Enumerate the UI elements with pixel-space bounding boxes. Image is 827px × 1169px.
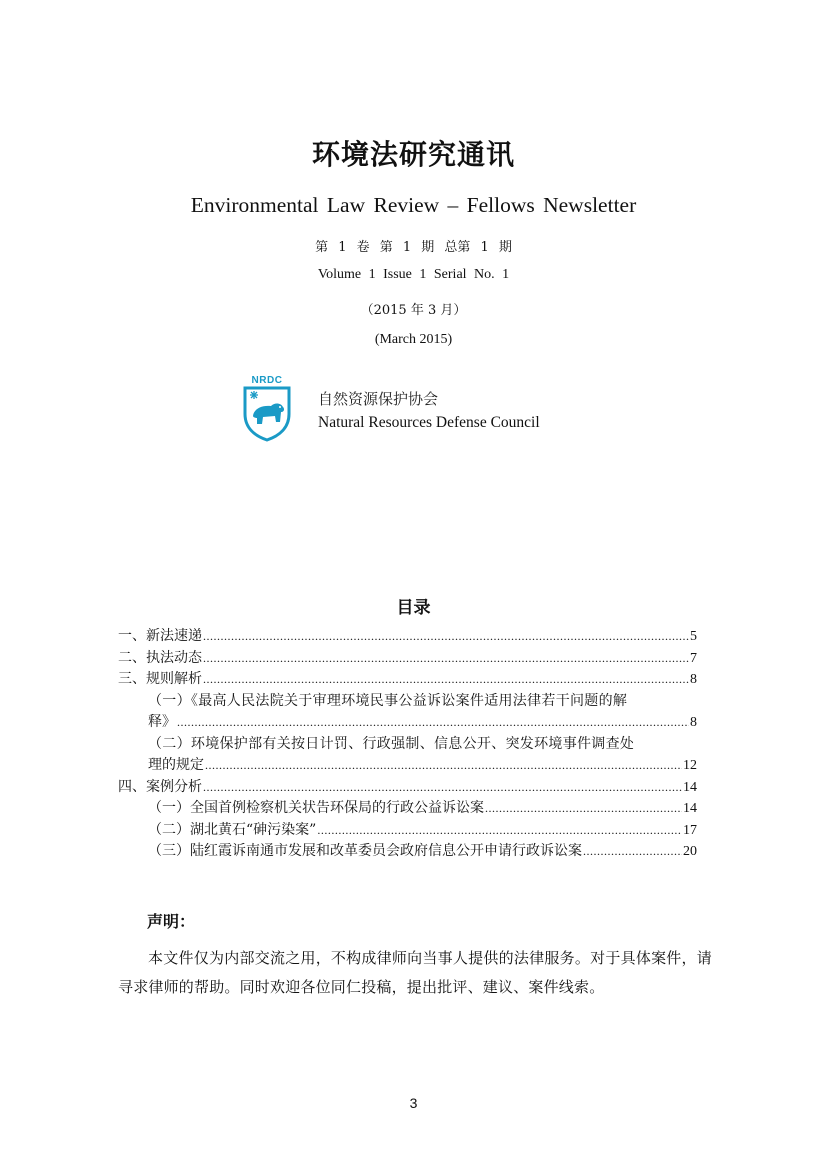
toc-title: 目录 bbox=[396, 598, 431, 618]
toc-item[interactable]: （一）全国首例检察机关状告环保局的行政公益诉讼案 ..... 14 bbox=[118, 798, 697, 820]
toc-item[interactable]: 三、规则解析 ..... 8 bbox=[118, 669, 697, 691]
issue-info-en: Volume 1 Issue 1 Serial No. 1 bbox=[317, 267, 510, 282]
declaration-title: 声明： bbox=[147, 912, 196, 931]
toc-item[interactable]: 四、案例分析 ..... 14 bbox=[118, 777, 697, 799]
newsletter-title-en: Environmental Law Review – Fellows Newsletter bbox=[190, 193, 637, 217]
toc-item[interactable]: （二）湖北黄石“砷污染案” ..... 17 bbox=[118, 820, 697, 842]
toc-item[interactable]: （三）陆红霞诉南通市发展和改革委员会政府信息公开申请行政诉讼案 ..... 20 bbox=[118, 841, 697, 863]
logo-text: NRDC bbox=[251, 375, 283, 386]
toc-item-line1[interactable]: （二）环境保护部有关按日计罚、行政强制、信息公开、突发环境事件调查处 bbox=[148, 735, 635, 752]
toc-item[interactable]: 理的规定 ..... 12 bbox=[118, 755, 697, 777]
page-number: 3 bbox=[409, 1095, 418, 1111]
toc-item-line1[interactable]: （一）《最高人民法院关于审理环境民事公益诉讼案件适用法律若干问题的解 bbox=[148, 692, 628, 709]
date-cn: （2015 年 3 月） bbox=[360, 303, 467, 318]
toc-item[interactable]: 释》 ..... 8 bbox=[118, 712, 697, 734]
issue-info-cn: 第 1 卷 第 1 期 总第 1 期 bbox=[315, 240, 512, 255]
date-en: (March 2015) bbox=[374, 332, 453, 347]
org-name-en: Natural Resources Defense Council bbox=[318, 414, 540, 431]
nrdc-logo-icon bbox=[241, 374, 293, 442]
table-of-contents bbox=[118, 626, 697, 863]
org-name-cn: 自然资源保护协会 bbox=[318, 390, 439, 408]
newsletter-title-cn: 环境法研究通讯 bbox=[311, 138, 515, 171]
toc-item[interactable]: 一、新法速递 ..... 5 bbox=[118, 626, 697, 648]
declaration-body: 本文件仅为内部交流之用，不构成律师向当事人提供的法律服务。对于具体案件，请寻求律师的帮助。同时欢迎各位同仁投稿，提出批评、建议、案件线索。 bbox=[118, 949, 712, 996]
toc-item[interactable]: 二、执法动态 ..... 7 bbox=[118, 648, 697, 670]
